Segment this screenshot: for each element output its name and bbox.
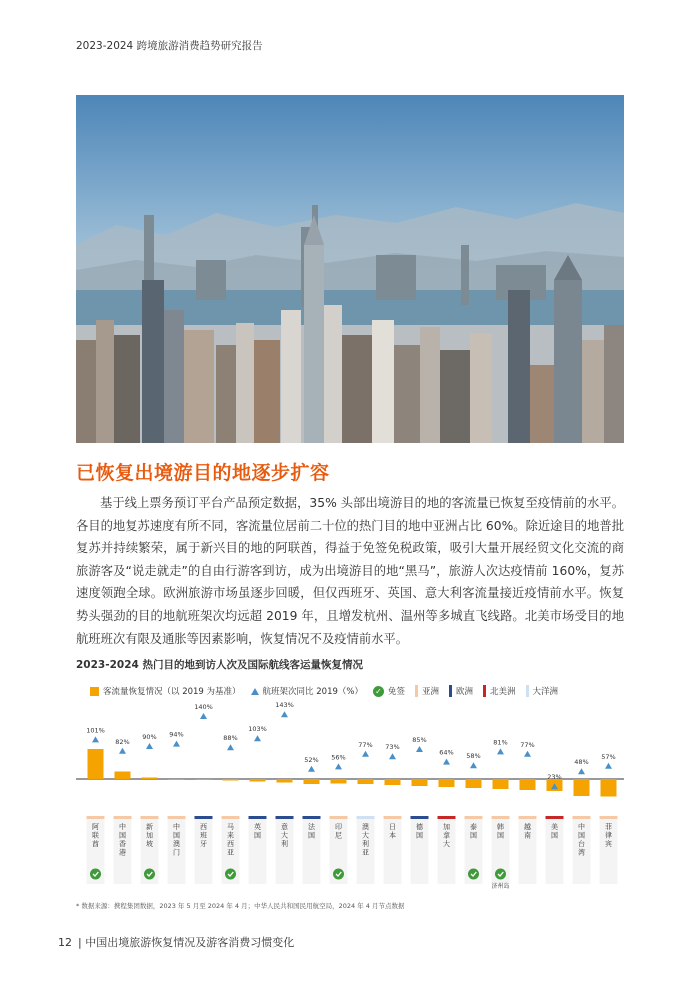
country-label: 中 <box>119 823 126 831</box>
region-marker <box>438 816 456 819</box>
region-marker <box>249 816 267 819</box>
flight-marker <box>416 746 423 752</box>
region-marker <box>141 816 159 819</box>
bar <box>385 779 401 785</box>
page-footer <box>58 934 294 950</box>
oceania-swatch-icon <box>526 685 529 697</box>
europe-swatch-icon <box>449 685 452 697</box>
country-label: 西 <box>200 823 207 831</box>
country-label: 大 <box>362 831 369 840</box>
flight-marker <box>335 763 342 769</box>
region-marker <box>384 816 402 819</box>
bar <box>493 779 509 789</box>
country-label: 国 <box>119 831 126 840</box>
country-label: 国 <box>497 831 504 840</box>
visa-free-icon <box>333 869 344 880</box>
bar <box>466 779 482 788</box>
country-label: 坡 <box>146 840 153 848</box>
flight-label: 88% <box>223 734 238 743</box>
bar <box>196 779 212 780</box>
flight-marker <box>497 748 504 754</box>
flight-label: 81% <box>493 738 508 747</box>
visa-free-icon <box>144 869 155 880</box>
flight-marker <box>92 736 99 742</box>
flight-marker <box>470 762 477 768</box>
country-label: 新 <box>146 823 153 831</box>
legend-item-triangle: 航班架次同比 2019（%） <box>251 685 363 697</box>
flight-marker <box>119 748 126 754</box>
namerica-swatch-icon <box>483 685 486 697</box>
region-marker <box>573 816 591 819</box>
bar <box>358 779 374 784</box>
footer-separator: | <box>78 936 86 949</box>
flight-marker <box>227 744 234 750</box>
country-label: 中 <box>173 823 180 831</box>
flight-label: 140% <box>194 703 213 711</box>
report-header-title: 2023-2024 跨境旅游消费趋势研究报告 <box>76 40 263 52</box>
country-label: 西 <box>227 840 234 848</box>
region-marker <box>546 816 564 819</box>
flight-marker <box>254 735 261 741</box>
page-number: 12 <box>58 936 72 949</box>
country-label: 港 <box>119 848 126 857</box>
bar <box>601 779 617 797</box>
country-label: 菲 <box>605 823 612 831</box>
country-label: 印 <box>335 823 342 831</box>
flight-label: 58% <box>466 752 481 761</box>
region-marker <box>276 816 294 819</box>
legend-item-namerica: 北美洲 <box>483 685 516 697</box>
region-marker <box>411 816 429 819</box>
bar <box>277 779 293 783</box>
country-label: 美 <box>551 823 558 831</box>
country-label: 英 <box>254 823 261 831</box>
country-label: 宾 <box>605 840 612 848</box>
country-label: 香 <box>119 840 126 848</box>
country-label: 韩 <box>497 823 504 831</box>
city-skyline-photo <box>76 95 624 443</box>
country-label: 亚 <box>362 848 369 857</box>
flight-marker <box>443 759 450 765</box>
country-label: 南 <box>524 831 531 840</box>
visa-note: 济州岛 <box>491 883 510 890</box>
bar <box>412 779 428 786</box>
country-label: 本 <box>389 831 396 840</box>
region-marker <box>519 816 537 819</box>
flight-label: 64% <box>439 748 454 757</box>
country-label: 利 <box>362 840 369 848</box>
bar <box>250 779 266 782</box>
flight-label: 94% <box>169 730 184 739</box>
flight-label: 85% <box>412 736 427 744</box>
flight-label: 77% <box>520 740 535 749</box>
flight-label: 90% <box>142 733 157 741</box>
bar <box>223 779 239 781</box>
country-label: 亚 <box>227 848 234 857</box>
region-marker <box>168 816 186 819</box>
country-label: 日 <box>389 823 396 831</box>
flight-marker <box>605 763 612 769</box>
chart-legend <box>90 684 568 698</box>
flight-marker <box>173 741 180 747</box>
flight-label: 101% <box>86 726 105 735</box>
region-marker <box>303 816 321 819</box>
country-label: 越 <box>524 823 531 831</box>
chart-title: 2023-2024 热门目的地到访人次及国际航线客运量恢复情况 <box>76 659 363 671</box>
country-label: 尼 <box>335 831 342 840</box>
country-label: 大 <box>281 831 288 840</box>
country-label: 阿 <box>92 823 99 831</box>
country-label: 国 <box>416 831 423 840</box>
region-marker <box>195 816 213 819</box>
bar <box>115 772 131 780</box>
legend-item-asia: 亚洲 <box>415 685 439 697</box>
country-label: 牙 <box>200 840 207 848</box>
bar-swatch-icon <box>90 687 99 696</box>
country-label: 加 <box>443 823 450 831</box>
legend-item-oceania: 大洋洲 <box>526 685 559 697</box>
region-marker <box>600 816 618 819</box>
country-label: 国 <box>551 831 558 840</box>
flight-marker <box>200 713 207 719</box>
country-label: 班 <box>200 831 207 840</box>
country-label: 国 <box>578 831 585 840</box>
visa-free-icon <box>225 869 236 880</box>
country-label: 澳 <box>362 823 369 831</box>
checkmark-icon: ✓ <box>373 686 384 697</box>
country-label: 台 <box>578 840 585 848</box>
country-label: 大 <box>443 840 450 848</box>
source-note: * 数据来源：携程集团数据，2023 年 5 月至 2024 年 4 月；中华人民共和国民用航空局，2024 年 4 月节点数据 <box>76 902 405 910</box>
bar <box>331 779 347 784</box>
country-label: 湾 <box>578 848 585 857</box>
region-marker <box>114 816 132 819</box>
region-marker <box>357 816 375 819</box>
country-label: 利 <box>281 840 288 848</box>
flight-marker <box>389 753 396 759</box>
region-marker <box>222 816 240 819</box>
country-label: 泰 <box>470 823 477 831</box>
bar <box>169 779 185 780</box>
legend-item-visa: ✓ 免签 <box>373 685 405 697</box>
visa-free-icon <box>468 869 479 880</box>
flight-marker <box>524 751 531 757</box>
flight-marker <box>362 751 369 757</box>
region-marker <box>330 816 348 819</box>
visa-free-icon <box>495 869 506 880</box>
flight-label: 143% <box>275 701 294 710</box>
bar <box>304 779 320 784</box>
country-label: 意 <box>281 823 288 831</box>
country-label: 联 <box>92 831 99 840</box>
flight-marker <box>281 711 288 717</box>
legend-item-europe: 欧洲 <box>449 685 473 697</box>
country-label: 德 <box>416 823 423 831</box>
flight-label: 57% <box>601 752 616 761</box>
bar <box>88 749 104 779</box>
country-label: 酋 <box>92 840 99 848</box>
country-label: 门 <box>173 848 180 857</box>
bar <box>142 778 158 780</box>
country-label: 国 <box>173 831 180 840</box>
legend-item-bar: 客流量恢复情况（以 2019 为基准） <box>90 685 241 697</box>
country-label: 国 <box>308 831 315 840</box>
country-label: 拿 <box>443 831 450 840</box>
country-label: 国 <box>470 831 477 840</box>
region-marker <box>465 816 483 819</box>
bar <box>520 779 536 790</box>
country-label: 国 <box>254 831 261 840</box>
flight-label: 103% <box>248 725 267 734</box>
country-label: 加 <box>146 831 153 840</box>
region-marker <box>87 816 105 819</box>
asia-swatch-icon <box>415 685 418 697</box>
flight-label: 23% <box>547 773 562 782</box>
flight-marker <box>308 766 315 772</box>
flight-label: 82% <box>115 737 130 746</box>
country-label: 澳 <box>173 840 180 848</box>
country-label: 马 <box>227 823 234 831</box>
section-title: 已恢复出境游目的地逐步扩容 <box>76 462 330 484</box>
region-marker <box>492 816 510 819</box>
footer-text: 中国出境旅游恢复情况及游客消费习惯变化 <box>85 936 295 949</box>
bar <box>574 779 590 796</box>
country-label: 来 <box>227 831 234 840</box>
triangle-marker-icon <box>251 688 259 695</box>
bar <box>439 779 455 787</box>
flight-label: 52% <box>304 755 319 764</box>
country-label: 法 <box>308 823 315 831</box>
body-paragraph: 基于线上票务预订平台产品预定数据，35% 头部出境游目的地的客流量已恢复至疫情前的水平。各目的地复苏速度有所不同，客流量位居前二十位的热门目的地中亚洲占比 60%。除近途目的地普批复苏并持续繁荣，属于新兴目的地的阿联酋，得益于免签免税政策，吸引大量开展经贸文化交流的商旅游客及“说走就走”的自由行游客到访，成为出境游目的地“黑马”，旅游人次达疫情前 160%，复苏速度领跑全球。欧洲旅游市场虽逐步回暖，但仅西班牙、英国、意大利客流量接近疫情前水平。恢复势头强劲的目的地航班架次均远超 2019 年，且增发杭州、温州等多城直飞线路。北美市场受目的地航班班次有限及通胀等因素影响，恢复情况不及疫情前水平。 <box>76 496 624 646</box>
flight-label: 73% <box>385 743 400 752</box>
recovery-chart <box>76 700 624 895</box>
flight-marker <box>146 743 153 749</box>
flight-marker <box>578 768 585 774</box>
country-label: 中 <box>578 823 585 831</box>
country-label: 律 <box>605 831 612 840</box>
flight-label: 56% <box>331 753 346 762</box>
flight-label: 48% <box>574 758 589 767</box>
flight-label: 77% <box>358 740 373 749</box>
visa-free-icon <box>90 869 101 880</box>
